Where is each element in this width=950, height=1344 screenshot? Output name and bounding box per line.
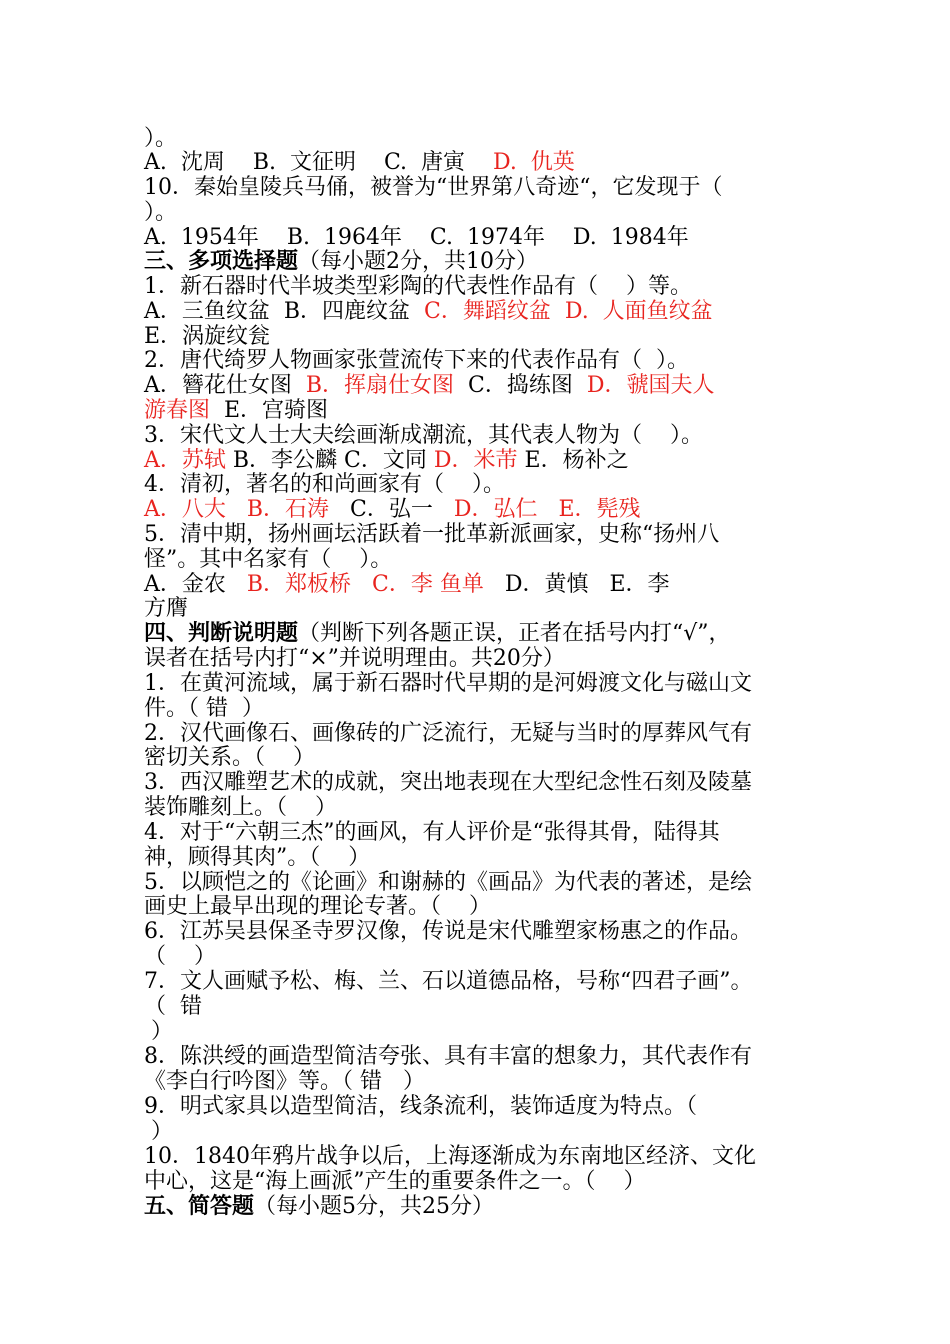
text-segment: A．三鱼纹盆 B．四鹿纹盆	[144, 299, 425, 324]
text-line	[144, 547, 392, 572]
text-line	[144, 299, 713, 324]
text-line	[144, 894, 491, 919]
text-segment: 1．新石器时代半坡类型彩陶的代表性作品有（ ）等。	[144, 274, 692, 299]
text-segment: 神，顾得其肉”。（ ）	[144, 845, 371, 870]
text-line	[144, 274, 692, 299]
text-line	[144, 795, 337, 820]
text-line	[144, 1094, 697, 1119]
text-line	[144, 572, 670, 597]
text-segment: E．宫骑图	[210, 398, 329, 423]
text-line	[144, 870, 752, 895]
text-line	[144, 398, 328, 423]
text-line	[144, 1169, 645, 1194]
text-line	[144, 1044, 752, 1069]
text-line	[144, 721, 752, 746]
text-segment: ）	[144, 1119, 173, 1144]
text-line	[144, 1119, 173, 1144]
text-line	[144, 696, 264, 721]
answer-text: D. 仇英	[492, 150, 575, 175]
answer-text: D．米芾	[433, 448, 518, 473]
answer-text: A．苏轼	[144, 448, 226, 473]
text-segment: A. 1954年 B. 1964年 C. 1974年 D. 1984年	[144, 225, 689, 250]
text-segment: 4．对于“六朝三杰”的画风，有人评价是“张得其骨，陆得其	[144, 820, 720, 845]
text-segment: ）	[144, 1019, 173, 1044]
text-line	[144, 423, 703, 448]
text-segment: 1．在黄河流域，属于新石器时代早期的是河姆渡文化与磁山文	[144, 671, 752, 696]
answer-text: D．弘仁 E．髡残	[453, 497, 641, 522]
text-segment: 10．1840年鸦片战争以后，上海逐渐成为东南地区经济、文化	[144, 1144, 756, 1169]
text-line	[144, 969, 753, 994]
text-segment: 2．汉代画像石、画像砖的广泛流行，无疑与当时的厚葬风气有	[144, 721, 752, 746]
answer-text: 游春图	[144, 398, 211, 423]
answer-text: B．郑板桥 C．李 鱼单	[246, 572, 484, 597]
text-segment: 6．江苏吴县保圣寺罗汉像，传说是宋代雕塑家杨惠之的作品。	[144, 919, 752, 944]
text-segment: ）。	[144, 126, 178, 151]
text-segment: （每小题2分，共10分）	[298, 249, 539, 274]
text-segment: （每小题5分，共25分）	[254, 1194, 495, 1219]
text-segment: E．涡旋纹瓮	[144, 324, 271, 349]
text-segment: B．李公麟 C．文同	[225, 448, 434, 473]
text-segment: 画史上最早出现的理论专著。（ ）	[144, 894, 491, 919]
text-segment: 方膺	[144, 596, 189, 621]
text-line	[144, 845, 370, 870]
text-line	[144, 1144, 756, 1169]
text-line	[144, 225, 689, 250]
answer-text: A．八大 B．石涛	[144, 497, 330, 522]
text-line	[144, 522, 719, 547]
text-segment: 9．明式家具以造型简洁，线条流利，装饰适度为特点。（	[144, 1094, 697, 1119]
answer-text: D．虢国夫人	[586, 373, 715, 398]
text-segment: 《李白行吟图》等。（ 错 ）	[144, 1069, 425, 1094]
answer-text: B．挥扇仕女图	[305, 373, 455, 398]
text-line	[144, 944, 216, 969]
text-segment: 误者在括号内打“×”并说明理由。共20分）	[144, 646, 565, 671]
text-line	[144, 373, 715, 398]
text-segment: D．黄慎 E．李	[483, 572, 670, 597]
text-segment: A．金农	[144, 572, 247, 597]
text-segment: 2．唐代绮罗人物画家张萱流传下来的代表作品有（ ）。	[144, 348, 689, 373]
text-segment: C．弘一	[329, 497, 454, 522]
text-line	[144, 621, 731, 646]
text-segment: A．簪花仕女图	[144, 373, 306, 398]
text-segment: （ ）	[144, 944, 216, 969]
text-segment: （ 错	[144, 994, 202, 1019]
section-heading: 四、判断说明题	[144, 620, 299, 646]
text-line	[144, 994, 202, 1019]
text-segment: A. 沈周 B. 文征明 C. 唐寅	[144, 150, 493, 175]
text-line	[144, 348, 689, 373]
text-segment: 怪”。其中名家有（ ）。	[144, 547, 393, 572]
text-line	[144, 1019, 173, 1044]
text-line	[144, 472, 505, 497]
text-segment: 7．文人画赋予松、梅、兰、石以道德品格，号称“四君子画”。	[144, 969, 753, 994]
text-line	[144, 770, 752, 795]
text-line	[144, 596, 188, 621]
text-segment: 件。（ 错 ）	[144, 696, 264, 721]
answer-text: C．舞蹈纹盆 D. 人面鱼纹盆	[424, 299, 713, 324]
text-line	[144, 126, 177, 151]
text-line	[144, 497, 641, 522]
text-line	[144, 646, 565, 671]
text-line	[144, 745, 315, 770]
text-line	[144, 448, 629, 473]
section-heading: 五、简答题	[144, 1193, 255, 1219]
text-segment: 5．以顾恺之的《论画》和谢赫的《画品》为代表的著述，是绘	[144, 870, 752, 895]
text-line	[144, 175, 723, 200]
text-segment: 5．清中期，扬州画坛活跃着一批革新派画家，史称“扬州八	[144, 522, 720, 547]
section-heading: 三、多项选择题	[144, 248, 299, 274]
text-segment: 3．西汉雕塑艺术的成就，突出地表现在大型纪念性石刻及陵墓	[144, 770, 752, 795]
text-segment: C．捣练图	[454, 373, 587, 398]
text-segment: 4．清初，著名的和尚画家有（ ）。	[144, 472, 505, 497]
text-segment: 密切关系。（ ）	[144, 745, 315, 770]
text-line	[144, 1194, 494, 1219]
text-segment: 3．宋代文人士大夫绘画渐成潮流，其代表人物为（ ）。	[144, 423, 703, 448]
text-line	[144, 1069, 425, 1094]
text-line	[144, 324, 270, 349]
text-segment: ）。	[144, 200, 178, 225]
text-line	[144, 671, 752, 696]
text-line	[144, 820, 720, 845]
text-line	[144, 919, 752, 944]
text-segment: 8．陈洪绶的画造型简洁夸张、具有丰富的想象力，其代表作有	[144, 1044, 752, 1069]
text-segment: 10．秦始皇陵兵马俑，被誉为“世界第八奇迹“，它发现于（	[144, 175, 723, 200]
text-line	[144, 150, 575, 175]
text-segment: （判断下列各题正误，正者在括号内打“√”，	[298, 621, 731, 646]
text-segment: 装饰雕刻上。（ ）	[144, 795, 337, 820]
text-segment: 中心，这是“海上画派”产生的重要条件之一。（ ）	[144, 1169, 646, 1194]
text-line	[144, 200, 177, 225]
text-line	[144, 249, 538, 274]
text-segment: E．杨补之	[517, 448, 629, 473]
